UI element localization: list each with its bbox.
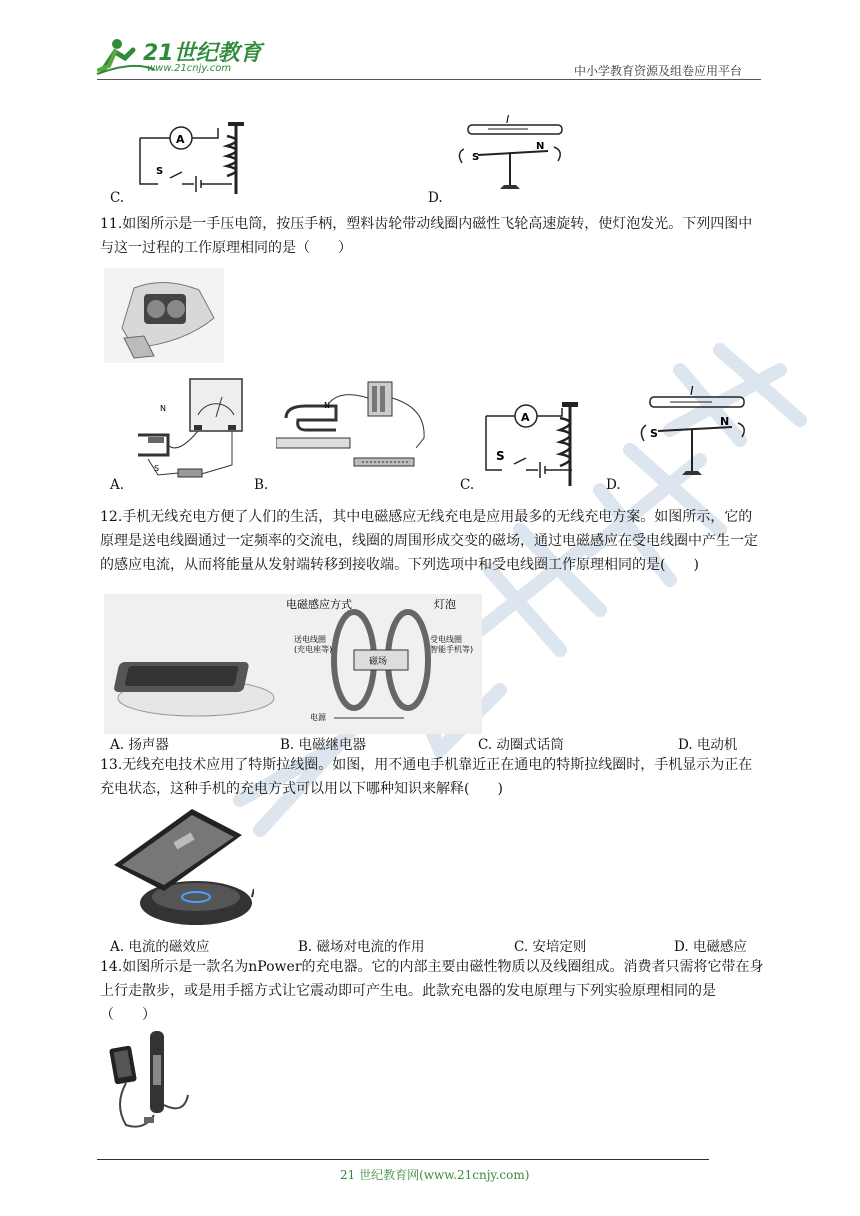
q12-option-d: D. 电动机	[678, 737, 738, 753]
header-divider	[97, 79, 761, 80]
svg-text:N: N	[160, 404, 166, 413]
fig-label-method: 电磁感应方式	[286, 598, 352, 611]
q13-option-a: A. 电流的磁效应	[110, 939, 210, 955]
svg-text:S: S	[156, 166, 164, 177]
svg-text:N: N	[324, 401, 330, 410]
q12-option-c: C. 动圈式话筒	[478, 737, 564, 753]
svg-text:受电线圈: 受电线圈	[430, 635, 462, 644]
svg-text:(充电座等): (充电座等)	[294, 645, 333, 654]
top-figure-d	[448, 115, 578, 204]
svg-text:S: S	[154, 464, 160, 473]
top-option-c: C.	[110, 190, 125, 206]
flashlight-image	[104, 268, 224, 367]
footer-text[interactable]: 21 世纪教育网(www.21cnjy.com)	[340, 1168, 530, 1182]
svg-text:S: S	[496, 449, 505, 463]
question-12-text: 12.手机无线充电方便了人们的生活，其中电磁感应无线充电是应用最多的无线充电方案。如图所示，它的原理是送电线圈通过一定频率的交流电，线圈的周围形成交变的磁场，通过电磁感应在受电线圈中产生一定的感应电流，从而将能量从发射端转移到接收端。下列选项中和受电线圈工作原理相同的是( )	[100, 509, 758, 573]
svg-text:N: N	[536, 141, 545, 152]
header-logo	[95, 30, 265, 80]
question-13-text: 13.无线充电技术应用了特斯拉线圈。如图，用不通电手机靠近正在通电的特斯拉线圈时，手机显示为正在充电状态，这种手机的充电方式可以用以下哪种知识来解释( )	[100, 757, 753, 797]
logo-title: 21世纪教育	[143, 41, 262, 66]
q13-option-d: D. 电磁感应	[674, 939, 747, 955]
svg-text:送电线圈: 送电线圈	[294, 635, 326, 644]
npower-charger-image	[104, 1025, 204, 1137]
q11-figure-a	[118, 375, 248, 489]
q11-figure-d	[634, 385, 754, 489]
footer-divider	[97, 1159, 709, 1160]
svg-text:S: S	[472, 152, 480, 163]
tesla-coil-phone-image	[104, 805, 254, 934]
top-option-d: D.	[428, 190, 443, 206]
svg-text:S: S	[650, 427, 658, 440]
fig-label-power: 电源	[310, 713, 326, 722]
q11-option-a: A.	[110, 477, 125, 493]
svg-text:I: I	[690, 385, 694, 398]
q11-option-b: B.	[254, 477, 269, 493]
q13-option-b: B. 磁场对电流的作用	[298, 939, 425, 955]
svg-text:I: I	[506, 115, 510, 126]
question-11-text: 11.如图所示是一手压电筒，按压手柄，塑料齿轮带动线圈内磁性飞轮高速旋转，使灯泡发光。下列四图中与这一过程的工作原理相同的是（ ）	[100, 216, 753, 256]
q12-option-b: B. 电磁继电器	[280, 737, 367, 753]
svg-text:A: A	[176, 133, 185, 146]
q11-option-d: D.	[606, 477, 621, 493]
wireless-charging-image	[104, 594, 482, 738]
svg-text:N: N	[720, 415, 730, 428]
fig-label-bulb: 灯泡	[434, 598, 456, 611]
svg-text:A: A	[521, 411, 530, 424]
fig-label-field: 磁场	[369, 657, 388, 667]
q11-figure-b	[276, 378, 436, 492]
q11-figure-c	[480, 390, 590, 494]
logo-url: www.21cnjy.com	[147, 63, 232, 74]
svg-text:智能手机等): 智能手机等)	[430, 645, 474, 654]
q13-option-c: C. 安培定则	[514, 939, 587, 955]
q11-option-c: C.	[460, 477, 475, 493]
q12-option-a: A. 扬声器	[110, 737, 169, 753]
top-figure-c	[130, 118, 260, 202]
question-14-text: 14.如图所示是一款名为nPower的充电器。它的内部主要由磁性物质以及线圈组成。消费者只需将它带在身上行走散步，或是用手摇方式让它震动即可产生电。此款充电器的发电原理与下列实验原理相同的是（ ）	[100, 959, 764, 1023]
header-platform-text: 中小学教育资源及组卷应用平台	[574, 64, 743, 78]
